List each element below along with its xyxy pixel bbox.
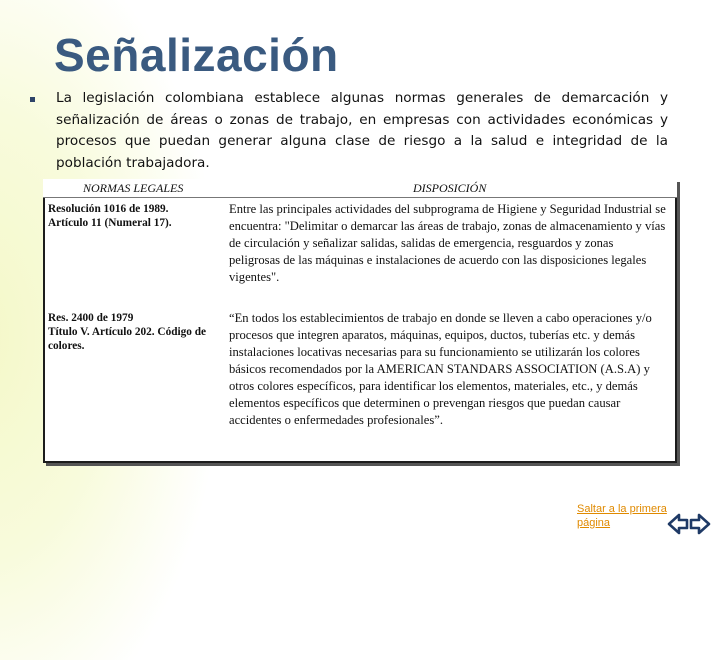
square-bullet-icon [30,97,35,102]
norma-line: Artículo 11 (Numeral 17). [48,217,172,229]
intro-paragraph: La legislación colombiana establece algunas normas generales de demarcación y señalización de áreas o zonas de trabajo, en empresas con actividades económicas y procesos que puedan generar alguna clase de riesgo a la salud e integridad de la población trabajadora. [56,90,668,171]
norma-line: Res. 2400 de 1979 [48,312,134,324]
back-forward-arrows-icon[interactable] [667,512,711,536]
norma-line: Resolución 1016 de 1989. [48,203,169,215]
norma-line: Título V. Artículo 202. Código de [48,326,207,338]
table-row-2-disposicion: “En todos los establecimientos de trabajo en donde se lleven a cabo operaciones y/o procesos que integren aparatos, máquinas, equipos, ductos, tuberías etc. y demás instalaciones locativas necesarias para su funcionamiento se utilizarán los colores básicos recomendados por la AMERICAN STANDARS ASSOCIATION (A.S.A) y otros colores específicos, para identificar los elementos, materiales, etc., y demás elementos específicos que determinen o prevengan riesgos que puedan causar accidentes o enfermedades profesionales”. [229,311,652,427]
norma-line: colores. [48,340,85,352]
slide-title: Señalización [54,29,339,81]
table-row-1-norma [48,202,223,230]
table-row-1-disposicion: Entre las principales actividades del subprograma de Higiene y Seguridad Industrial se encuentra: "Delimitar o demarcar las áreas de trabajo, zonas de almacenamiento y vías de circulación y señalizar salidas, salidas de emergencia, resguardos y zonas peligrosas de las máquinas e instalaciones de acuerdo con las disposiciones legales vigentes". [229,202,666,284]
header-disposicion: DISPOSICIÓN [413,181,487,195]
table-header [43,179,677,198]
legal-norms-table [43,179,677,463]
header-normas: NORMAS LEGALES [83,181,184,195]
table-row-2-norma [48,311,228,353]
first-page-link[interactable]: Saltar a la primera página [577,503,667,529]
